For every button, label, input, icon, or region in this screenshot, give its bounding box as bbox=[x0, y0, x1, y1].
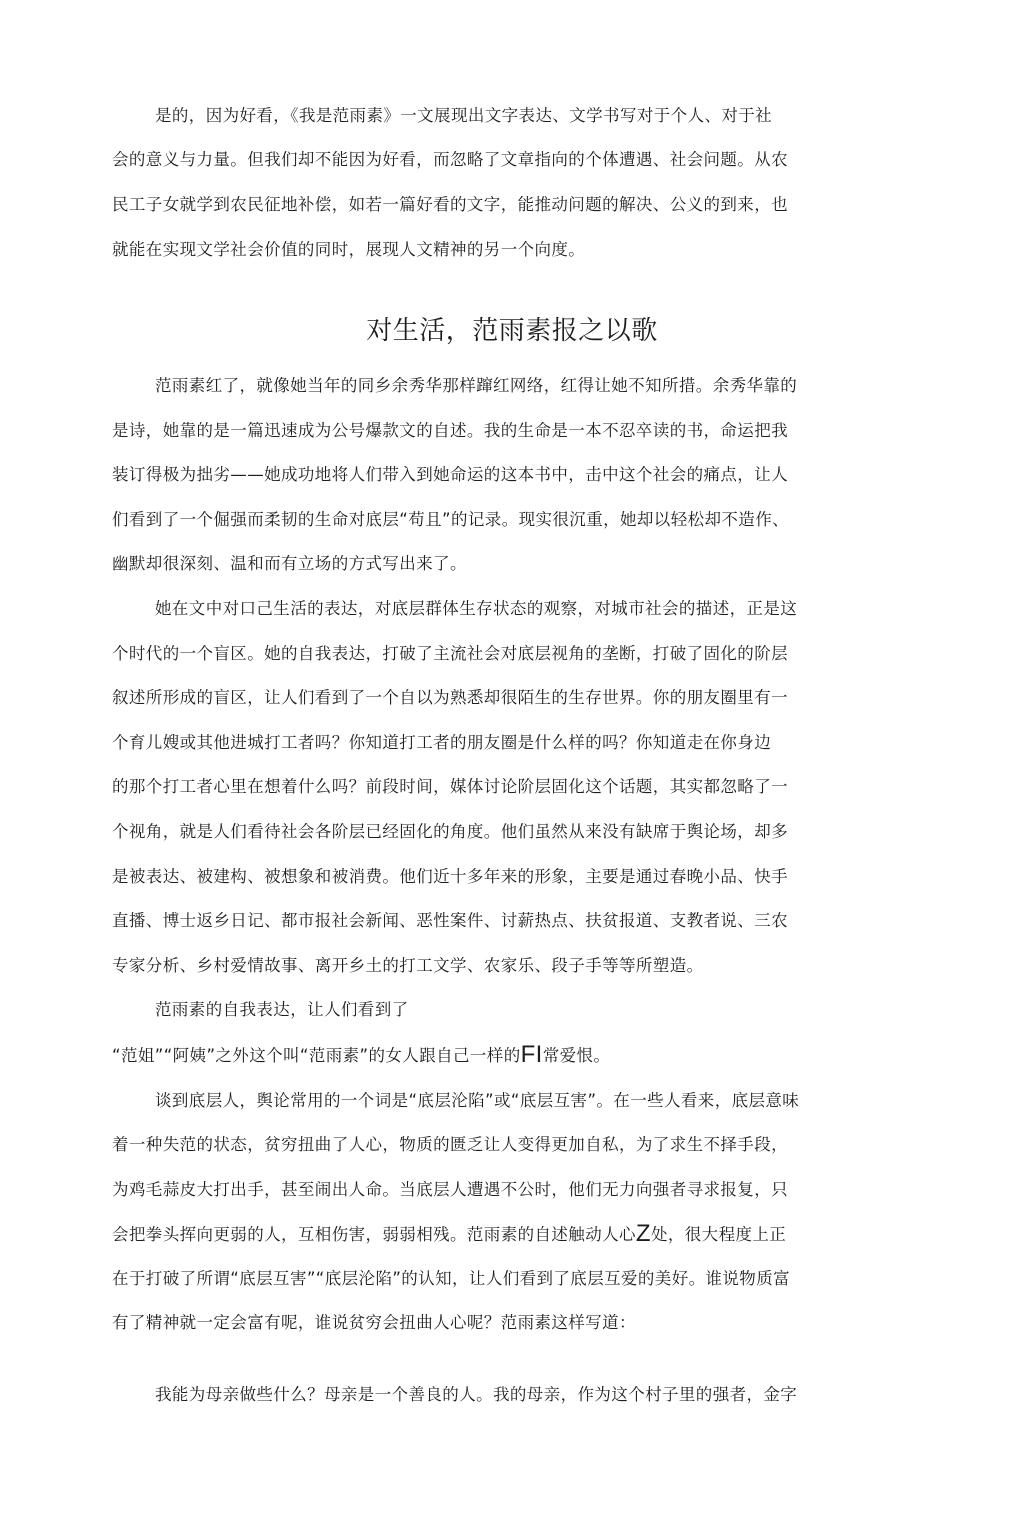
paragraph-2-line-5: 幽默却很深刻、温和而有立场的方式写出来了。 bbox=[112, 554, 467, 573]
paragraph-3-line-7: 是被表达、被建构、被想象和被消费。他们近十多年来的形象，主要是通过春晚小品、快手 bbox=[112, 867, 788, 886]
paragraph-2-line-3: 装订得极为拙劣——她成功地将人们带入到她命运的这本书中，击中这个社会的痛点，让人 bbox=[112, 465, 788, 484]
paragraph-5-line-5: 在于打破了所谓“底层互害”“底层沦陷”的认知，让人们看到了底层互爱的美好。谁说物质富 bbox=[112, 1269, 790, 1288]
paragraph-4-line-2-ocr-glyph: FI bbox=[520, 1041, 543, 1068]
paragraph-3-line-1: 她在文中对口己生活的表达，对底层群体生存状态的观察，对城市社会的描述，正是这 bbox=[155, 599, 798, 618]
paragraph-1-line-1: 是的，因为好看，《我是范雨素》一文展现出文字表达、文学书写对于个人、对于社 bbox=[155, 106, 773, 125]
paragraph-3-line-3: 叙述所形成的盲区，让人们看到了一个自以为熟悉却很陌生的生存世界。你的朋友圈里有一 bbox=[112, 688, 788, 707]
paragraph-5-line-4-start: 会把拳头挥向更弱的人，互相伤害，弱弱相残。范雨素的自述触动人心 bbox=[112, 1225, 636, 1244]
paragraph-3-line-6: 个视角，就是人们看待社会各阶层已经固化的角度。他们虽然从来没有缺席于舆论场，却多 bbox=[112, 822, 788, 841]
article-title: 对生活，范雨素报之以歌 bbox=[366, 316, 658, 346]
paragraph-3-line-8: 直播、博士返乡日记、都市报社会新闻、恶性案件、讨薪热点、扶贫报道、支教者说、三农 bbox=[112, 911, 788, 930]
paragraph-1-line-2: 会的意义与力量。但我们却不能因为好看，而忽略了文章指向的个体遭遇、社会问题。从农 bbox=[112, 150, 788, 169]
paragraph-6-line-1: 我能为母亲做些什么？母亲是一个善良的人。我的母亲，作为这个村子里的强者，金字 bbox=[155, 1385, 798, 1404]
paragraph-3-line-9: 专家分析、乡村爱情故事、离开乡土的打工文学、农家乐、段子手等等所塑造。 bbox=[112, 956, 704, 975]
paragraph-3-line-2: 个时代的一个盲区。她的自我表达，打破了主流社会对底层视角的垄断，打破了固化的阶层 bbox=[112, 644, 788, 663]
paragraph-5-line-2: 着一种失范的状态，贫穷扭曲了人心，物质的匮乏让人变得更加自私，为了求生不择手段， bbox=[112, 1135, 788, 1154]
paragraph-3-line-4: 个育儿嫂或其他进城打工者吗？你知道打工者的朋友圈是什么样的吗？你知道走在你身边 bbox=[112, 733, 772, 752]
paragraph-4-line-1: 范雨素的自我表达，让人们看到了 bbox=[155, 1000, 409, 1019]
paragraph-5-line-1: 谈到底层人，舆论常用的一个词是“底层沦陷”或“底层互害”。在一些人看来，底层意味 bbox=[155, 1091, 800, 1110]
paragraph-5-line-6: 有了精神就一定会富有呢，谁说贫穷会扭曲人心呢？范雨素这样写道： bbox=[112, 1313, 636, 1332]
paragraph-4-line-2-start: “范姐”“阿姨”之外这个叫“范雨素”的女人跟自己一样的 bbox=[112, 1046, 521, 1065]
paragraph-1-line-4: 就能在实现文学社会价值的同时，展现人文精神的另一个向度。 bbox=[112, 240, 586, 259]
paragraph-3-line-5: 的那个打工者心里在想着什么吗？前段时间，媒体讨论阶层固化这个话题，其实都忽略了一 bbox=[112, 777, 788, 796]
paragraph-5-line-3: 为鸡毛蒜皮大打出手，甚至闹出人命。当底层人遭遇不公时，他们无力向强者寻求报复，只 bbox=[112, 1180, 788, 1199]
paragraph-1-line-3: 民工子女就学到农民征地补偿，如若一篇好看的文字，能推动问题的解决、公义的到来，也 bbox=[112, 195, 788, 214]
paragraph-4-line-2-end: 常爱恨。 bbox=[542, 1046, 611, 1065]
paragraph-4-line-2 bbox=[112, 1041, 611, 1068]
paragraph-2-line-2: 是诗，她靠的是一篇迅速成为公号爆款文的自述。我的生命是一本不忍卒读的书，命运把我 bbox=[112, 421, 788, 440]
paragraph-5-line-4 bbox=[112, 1220, 787, 1247]
paragraph-5-line-4-end: 处，很大程度上正 bbox=[650, 1225, 787, 1244]
paragraph-5-line-4-ocr-glyph: Z bbox=[635, 1220, 651, 1247]
paragraph-2-line-1: 范雨素红了，就像她当年的同乡余秀华那样蹿红网络，红得让她不知所措。余秀华靠的 bbox=[155, 376, 798, 395]
paragraph-2-line-4: 们看到了一个倔强而柔韧的生命对底层“苟且”的记录。现实很沉重，她却以轻松却不造作、 bbox=[112, 510, 789, 529]
